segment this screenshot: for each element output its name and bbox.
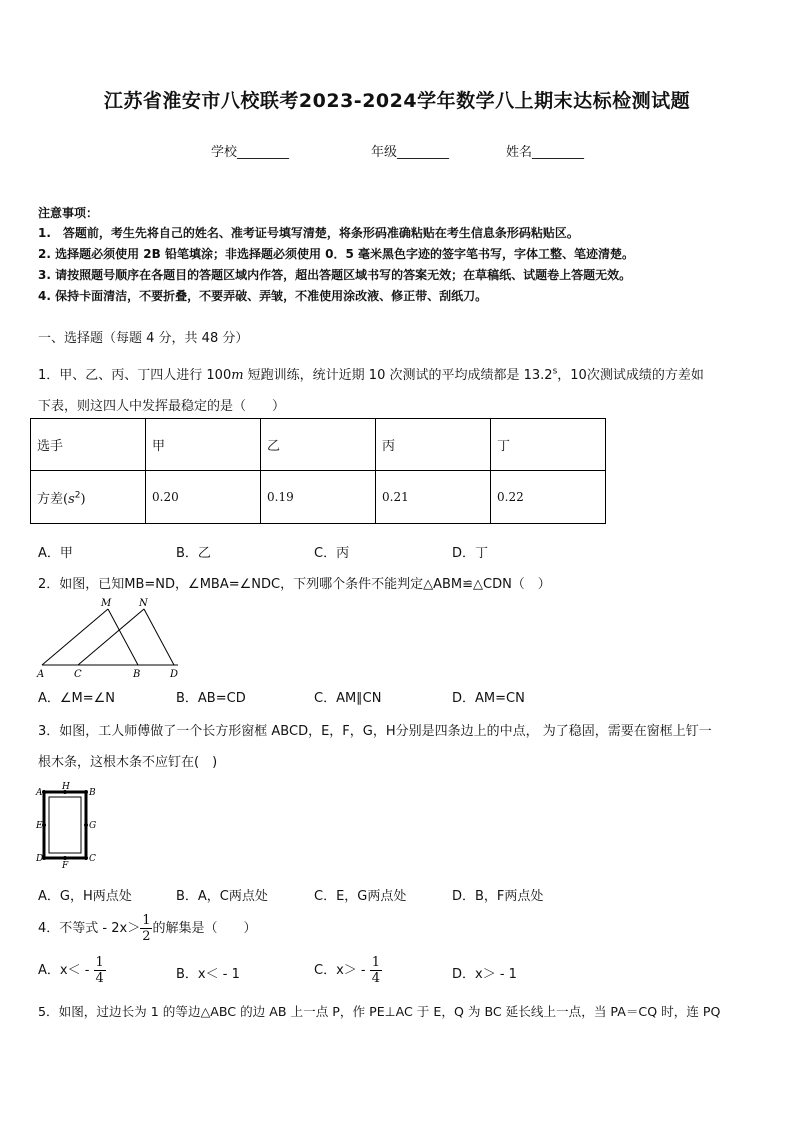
q4-text-a: 4．不等式 - 2x＞ (38, 921, 141, 936)
label-f: F (62, 861, 69, 870)
fraction-numerator: 1 (371, 955, 381, 970)
q1-text-a: 1．甲、乙、丙、丁四人进行 100 (38, 368, 232, 383)
page-title: 江苏省淮安市八校联考2023-2024学年数学八上期末达标检测试题 (103, 90, 691, 112)
q4-fraction (140, 913, 152, 944)
fraction-numerator: 1 (142, 913, 151, 928)
notice-item: 3. 请按照题号顺序在各题目的答题区域内作答，超出答题区域书写的答案无效；在草稿纸、试题卷上答题无效。 (38, 268, 632, 282)
q4-option-d: D．x＞ - 1 (452, 967, 517, 982)
paren-open: ( (63, 491, 69, 507)
q1-text-c: ，10次测试成绩的方差如 (557, 368, 704, 383)
point-e (42, 823, 46, 827)
q4-text-b: 的解集是（ ） (152, 921, 257, 936)
variance-exp: 2 (74, 490, 81, 501)
q2-option-c: C．AM∥CN (314, 691, 382, 706)
label-m: M (101, 598, 112, 609)
label-g: G (89, 821, 97, 831)
section-heading: 一、选择题（每题 4 分，共 48 分） (38, 331, 249, 346)
variance-s: s (68, 491, 75, 507)
q3-option-a: A．G，H两点处 (38, 889, 132, 904)
table-cell: 甲 (146, 419, 261, 471)
q2-option-b: B．AB=CD (176, 691, 246, 706)
q4-option-a (38, 955, 106, 986)
point-c (84, 856, 88, 860)
notice-item: 4. 保持卡面清洁，不要折叠，不要弄破、弄皱，不准使用涂改液、修正带、刮纸刀。 (38, 289, 488, 303)
q2-option-d: D．AM=CN (452, 691, 525, 706)
label-h: H (62, 782, 70, 792)
notice-heading: 注意事项： (38, 206, 99, 220)
table-cell: 0.22 (491, 471, 606, 524)
line-nd (144, 609, 174, 665)
q1-option-c: C．丙 (314, 546, 350, 561)
line-cn (78, 609, 144, 665)
window-frame-inner (49, 797, 81, 853)
option-a-text: A．x＜ - (38, 963, 94, 978)
name-field: 姓名________ (506, 145, 585, 160)
label-n: N (139, 598, 148, 609)
point-b (84, 790, 88, 794)
q3-line1: 3．如图，工人师傅做了一个长方形窗框 ABCD，E，F，G，H分别是四条边上的中点， 为了稳固，需要在窗框上钉一 (38, 724, 712, 739)
q3-figure (34, 780, 104, 870)
point-g (84, 823, 88, 827)
option-c-fraction (370, 955, 382, 986)
paren-close: ) (80, 491, 86, 507)
table-cell: 丙 (376, 419, 491, 471)
q4-option-c (314, 955, 382, 986)
q2-text: 2．如图，已知MB=ND，∠MBA=∠NDC，下列哪个条件不能判定△ABM≌△CDN（ ） (38, 577, 551, 592)
q3-line2: 根木条，这根木条不应钉在( ) (38, 755, 218, 770)
label-c: C (89, 854, 96, 864)
fraction-denominator: 2 (142, 929, 151, 944)
label-a: A (37, 669, 45, 680)
option-c-text: C．x＞ - (314, 963, 370, 978)
table-cell: 乙 (261, 419, 376, 471)
q1-unit: m (231, 368, 244, 383)
label-d: D (36, 854, 44, 864)
q1-option-b: B．乙 (176, 546, 211, 561)
table-cell (31, 471, 146, 524)
window-frame-outer (44, 792, 86, 858)
point-a (42, 790, 46, 794)
option-a-fraction (94, 955, 106, 986)
table-cell: 0.20 (146, 471, 261, 524)
variance-table (30, 418, 606, 524)
line-am (42, 609, 108, 665)
fraction-denominator: 4 (95, 971, 104, 986)
fraction-numerator: 1 (95, 955, 104, 970)
fraction-denominator: 4 (371, 971, 381, 986)
label-b: B (133, 669, 141, 680)
notice-item: 2. 选择题必须使用 2B 铅笔填涂；非选择题必须使用 0．5 毫米黑色字迹的签字笔书写，字体工整、笔迹清楚。 (38, 247, 634, 261)
label-a: A (36, 788, 43, 798)
q5-text: 5．如图，过边长为 1 的等边△ABC 的边 AB 上一点 P，作 PE⊥AC 于 E，Q 为 BC 延长线上一点，当 PA＝CQ 时，连 PQ (38, 1004, 721, 1019)
point-f (63, 856, 67, 860)
q2-figure (30, 595, 190, 680)
q1-line1 (38, 364, 704, 383)
label-d: D (170, 669, 179, 680)
label-e: E (36, 821, 43, 831)
table-row (31, 471, 606, 524)
school-field: 学校________ (211, 145, 290, 160)
q4-option-b: B．x＜ - 1 (176, 967, 240, 982)
q1-text-b: 短跑训练，统计近期 10 次测试的平均成绩都是 13.2 (243, 368, 553, 383)
q3-option-c: C．E，G两点处 (314, 889, 407, 904)
table-cell: 选手 (31, 419, 146, 471)
label-c: C (74, 669, 82, 680)
q4-text (38, 913, 257, 944)
q1-option-a: A．甲 (38, 546, 73, 561)
q1-unit-s: s (552, 366, 558, 377)
notice-item: 1. 答题前，考生先将自己的姓名、准考证号填写清楚，将条形码准确粘贴在考生信息条形码粘贴区。 (38, 226, 579, 240)
q1-line2: 下表，则这四人中发挥最稳定的是（ ） (38, 399, 286, 414)
table-cell: 0.21 (376, 471, 491, 524)
q1-option-d: D．丁 (452, 546, 489, 561)
q3-option-d: D．B，F两点处 (452, 889, 544, 904)
table-cell: 丁 (491, 419, 606, 471)
table-row (31, 419, 606, 471)
label-b: B (89, 788, 96, 798)
q2-option-a: A．∠M=∠N (38, 691, 116, 706)
grade-field: 年级________ (371, 145, 450, 160)
table-cell: 0.19 (261, 471, 376, 524)
variance-label: 方差 (37, 491, 64, 507)
q3-option-b: B．A，C两点处 (176, 889, 268, 904)
